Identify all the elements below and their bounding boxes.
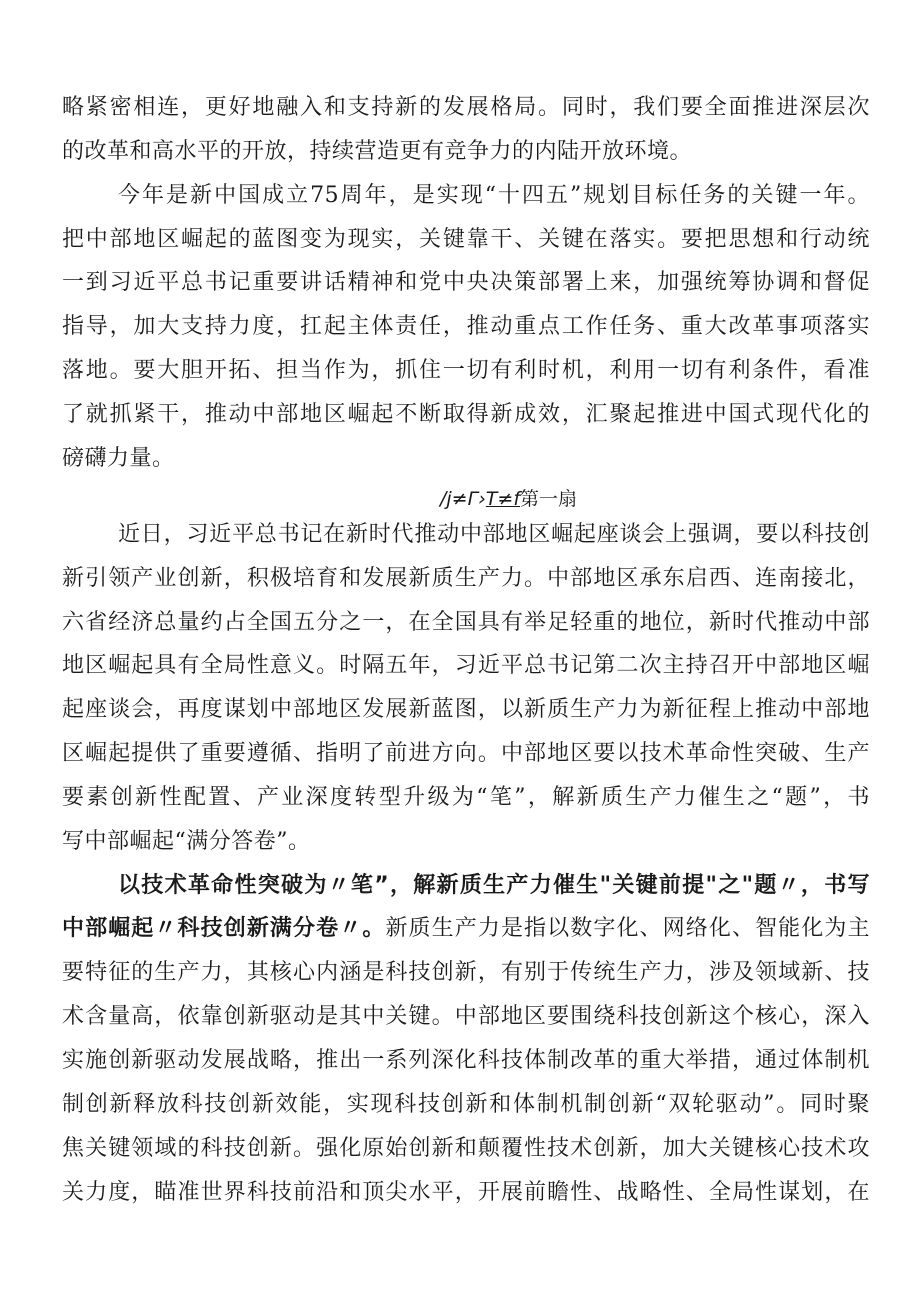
text-line: 的改革和高水平的开放，持续营造更有竞争力的内陆开放环境。: [62, 139, 693, 164]
text-line: 术含量高，依靠创新驱动是其中关键。中部地区要围绕科技创新这个核心，深入: [62, 1004, 870, 1029]
text-line: 近日，习近平总书记在新时代推动中部地区崛起座谈会上强调，要以科技创: [118, 522, 870, 547]
text-line: 要素创新性配置、产业深度转型升级为“笔”，解新质生产力催生之“题”，书: [62, 785, 870, 810]
text-line: 实施创新驱动发展战略，推出一系列深化科技体制改革的重大举措，通过体制机: [62, 1048, 870, 1073]
text-line: 把中部地区崛起的蓝图变为现实，关键靠干、关键在落实。要把思想和行动统: [62, 227, 870, 252]
text-line: 要特征的生产力，其核心内涵是科技创新，有别于传统生产力，涉及领域新、技: [62, 960, 870, 985]
text-line: 新引领产业创新，积极培育和发展新质生产力。中部地区承东启西、连南接北，: [62, 566, 870, 591]
text-line: 了就抓紧干，推动中部地区崛起不断取得新成效，汇聚起推进中国式现代化的: [62, 402, 870, 427]
heading-text: 第一扇: [520, 488, 578, 510]
mixed-line: [62, 909, 870, 949]
section-heading: [440, 484, 577, 514]
bold-lead-run: 中部崛起〃科技创新满分卷〃。: [62, 916, 386, 941]
text-line: 略紧密相连，更好地融入和支持新的发展格局。同时，我们要全面推进深层次: [62, 95, 870, 120]
text-line: 写中部崛起“满分答卷”。: [62, 829, 311, 854]
text-line: 指导，加大支持力度，扛起主体责任，推动重点工作任务、重大改革事项落实: [62, 314, 870, 339]
bold-lead-line: 以技术革命性突破为〃笔”，解新质生产力催生"关键前提"之"题〃，书写: [118, 873, 870, 898]
text-line: 焦关键领域的科技创新。强化原始创新和颠覆性技术创新，加大关键核心技术攻: [62, 1136, 870, 1161]
heading-symbol-part1: ∕j≠Γ›: [440, 488, 486, 510]
text-line: 一到习近平总书记重要讲话精神和党中央决策部署上来，加强统筹协调和督促: [62, 270, 870, 295]
heading-symbol-part2: T≠f: [485, 488, 521, 510]
text-line: 地区崛起具有全局性意义。时隔五年，习近平总书记第二次主持召开中部地区崛: [62, 653, 870, 678]
text-line: 制创新释放科技创新效能，实现科技创新和体制机制创新“双轮驱动”。同时聚: [62, 1092, 870, 1117]
text-line: 今年是新中国成立75周年，是实现“十四五”规划目标任务的关键一年。: [118, 183, 870, 208]
text-line: 六省经济总量约占全国五分之一，在全国具有举足轻重的地位，新时代推动中部: [62, 610, 870, 635]
text-line: 磅礴力量。: [62, 446, 175, 471]
text-line: 关力度，瞄准世界科技前沿和顶尖水平，开展前瞻性、战略性、全局性谋划，在: [62, 1180, 870, 1205]
text-line: 起座谈会，再度谋划中部地区发展新蓝图，以新质生产力为新征程上推动中部地: [62, 697, 870, 722]
text-run: 新质生产力是指以数字化、网络化、智能化为主: [385, 916, 870, 941]
text-line: 落地。要大胆开拓、担当作为，抓住一切有利时机，利用一切有利条件，看准: [62, 358, 870, 383]
text-line: 区崛起提供了重要遵循、指明了前进方向。中部地区要以技术革命性突破、生产: [62, 741, 870, 766]
